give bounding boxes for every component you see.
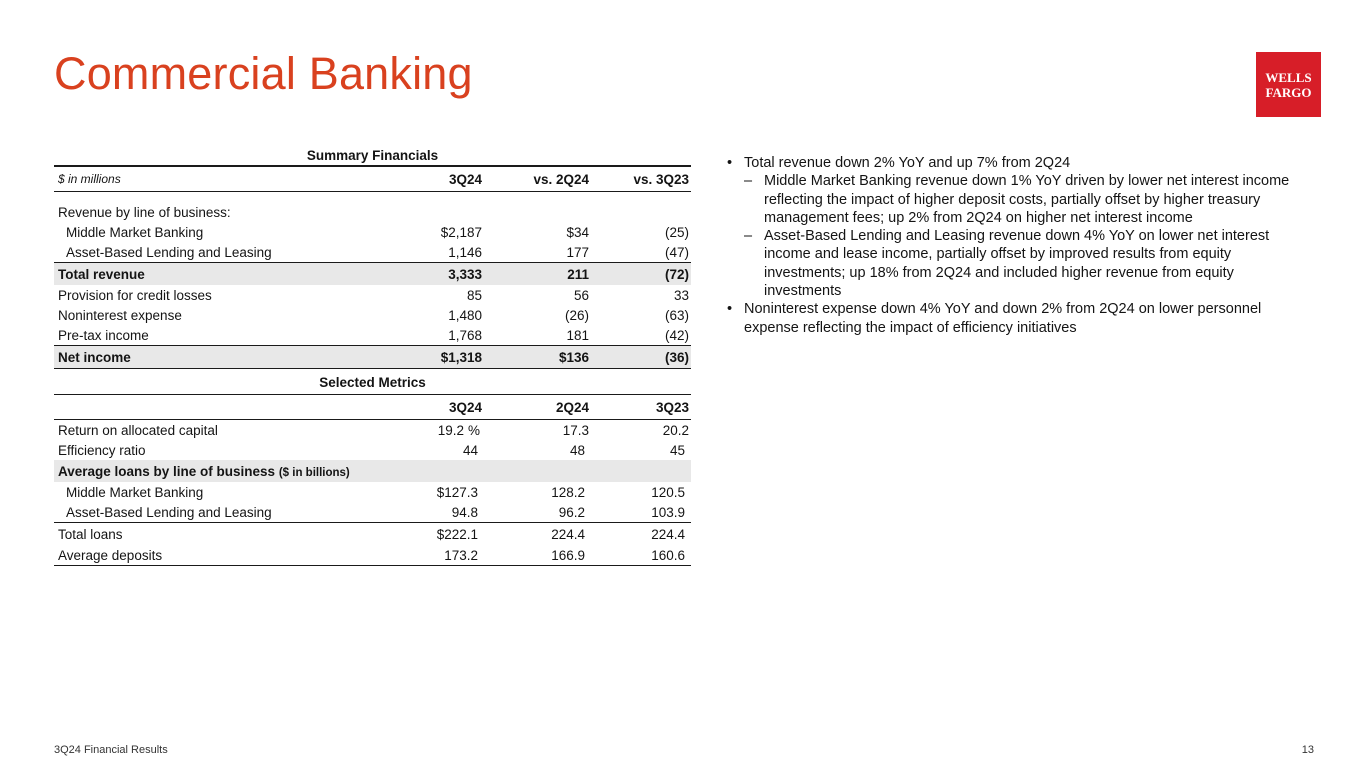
cell: 177 [566,244,589,260]
cell: 56 [573,287,589,303]
cell: (72) [664,266,689,282]
cell: 211 [567,266,589,282]
summary-header-row [54,165,691,192]
table-row [54,523,691,545]
row-label: Provision for credit losses [58,287,212,303]
table-row [54,305,691,325]
table-row [54,325,691,346]
col-header: 3Q24 [448,399,482,415]
cell: (26) [564,307,589,323]
net-income-row [54,346,691,369]
row-label: Return on allocated capital [58,422,218,438]
cell: 103.9 [651,504,685,520]
row-label: Middle Market Banking [66,224,204,240]
metrics-header-row [54,394,691,420]
cell: 181 [566,327,589,343]
table-row [54,545,691,566]
cell: 1,480 [448,307,482,323]
table-row [54,440,691,460]
cell: (63) [664,307,689,323]
cell: $34 [566,224,589,240]
cell: 45 [669,442,685,458]
cell: 85 [466,287,482,303]
avg-loans-heading-row [54,460,691,482]
cell: 120.5 [651,484,685,500]
cell: 94.8 [451,504,478,520]
wells-fargo-logo [1256,52,1321,117]
col-header: vs. 3Q23 [633,171,689,187]
percent-unit: % [468,422,481,438]
revenue-heading: Revenue by line of business: [58,204,231,220]
cell [382,423,482,438]
row-label: Total loans [58,526,123,542]
row-label: Total revenue [58,266,145,282]
cell: 33 [673,287,689,303]
table-row [54,482,691,502]
cell: 17.3 [562,422,589,438]
sub-bullet-item: – Asset-Based Lending and Leasing revenue down 4% YoY on lower net interest income and lease income, partially offset by improved results from equity investments; up 18% from 2Q24 and included higher revenue from equity investments [727,227,1307,300]
cell: 224.4 [651,526,685,542]
bullet-list [727,154,1307,337]
table-row [54,502,691,523]
cell: 44 [462,442,478,458]
row-label: Pre-tax income [58,327,149,343]
spacer [54,192,691,202]
page-title: Commercial Banking [54,48,473,99]
table-row [54,242,691,263]
cell: 3,333 [448,266,482,282]
table-row [54,420,691,440]
cell: 166.9 [551,547,585,563]
page-number: 13 [1301,744,1314,756]
cell-value: 19.2 [437,422,464,438]
row-label: Efficiency ratio [58,442,146,458]
selected-metrics-title: Selected Metrics [319,375,426,390]
cell: (25) [664,224,689,240]
col-header: vs. 2Q24 [533,171,589,187]
col-header: 2Q24 [555,399,589,415]
row-label [54,464,691,479]
logo-line-2: FARGO [1265,84,1312,100]
cell: 48 [569,442,585,458]
cell: $136 [558,349,589,365]
total-revenue-row [54,263,691,285]
cell: 96.2 [558,504,585,520]
row-label: Noninterest expense [58,307,182,323]
avg-loans-unit: ($ in billions) [278,466,350,479]
cell: 173.2 [444,547,478,563]
row-label: Asset-Based Lending and Leasing [66,244,272,260]
row-label: Asset-Based Lending and Leasing [66,504,272,520]
cell: $2,187 [440,224,482,240]
row-label: Average deposits [58,547,163,563]
bullet-item: • Noninterest expense down 4% YoY and down 2% from 2Q24 on lower personnel expense reflecting the impact of efficiency initiatives [727,300,1307,337]
financials-table [54,140,691,566]
cell: (47) [664,244,689,260]
cell: (36) [664,349,689,365]
cell: 1,146 [448,244,482,260]
cell: 160.6 [651,547,685,563]
cell: 224.4 [551,526,585,542]
commentary-bullets [727,154,1307,337]
table-row [54,202,691,222]
cell: 1,768 [448,327,482,343]
cell: $127.3 [436,484,478,500]
summary-financials-title: Summary Financials [306,148,439,163]
footer-report-name: 3Q24 Financial Results [54,744,168,756]
cell: 128.2 [551,484,585,500]
cell: $222.1 [436,526,478,542]
row-label: Net income [58,349,131,365]
col-header: 3Q24 [448,171,482,187]
cell: (42) [664,327,689,343]
logo-line-1: WELLS [1265,69,1312,85]
col-header: 3Q23 [655,399,689,415]
row-label: Middle Market Banking [66,484,204,500]
cell: 20.2 [662,422,689,438]
table-row [54,285,691,305]
sub-bullet-item: – Middle Market Banking revenue down 1% YoY driven by lower net interest income reflecting the impact of higher deposit costs, partially offset by higher treasury management fees; up 2% from 2Q24 on higher net interest income [727,172,1307,227]
bullet-item: • Total revenue down 2% YoY and up 7% from 2Q24 [727,154,1307,172]
units-label: $ in millions [58,172,121,186]
avg-loans-heading: Average loans by line of business [58,463,276,479]
table-row [54,222,691,242]
cell: $1,318 [440,349,482,365]
